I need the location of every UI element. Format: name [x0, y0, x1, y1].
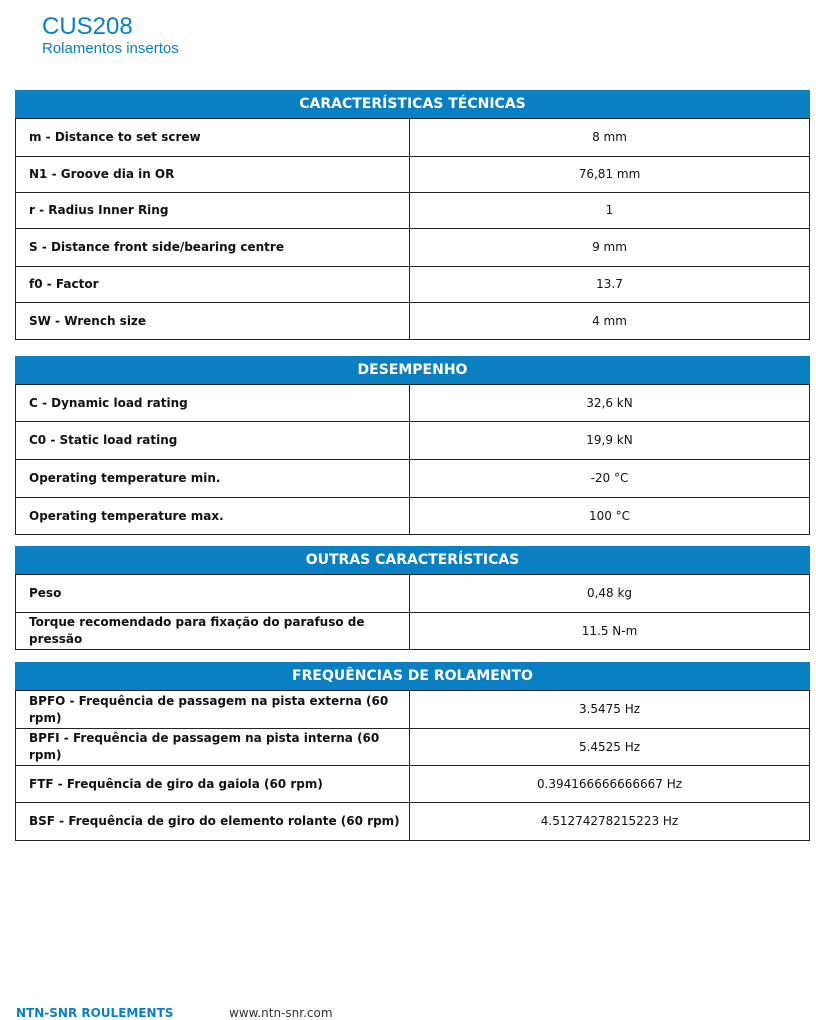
table-row [16, 575, 810, 613]
table-row [16, 385, 810, 422]
row-value: 32,6 kN [410, 385, 810, 422]
row-label: Torque recomendado para fixação do parafuso de pressão [16, 613, 410, 650]
table-row [16, 729, 810, 766]
table-row [16, 766, 810, 803]
row-value: 76,81 mm [410, 157, 810, 193]
row-value: 9 mm [410, 229, 810, 267]
row-value: 100 °C [410, 498, 810, 535]
row-value: 5.4525 Hz [410, 729, 810, 766]
row-label: N1 - Groove dia in OR [16, 157, 410, 193]
section-frequencies [15, 662, 810, 841]
specs-table [15, 384, 810, 535]
row-label: FTF - Frequência de giro da gaiola (60 rpm) [16, 766, 410, 803]
footer-url[interactable]: www.ntn-snr.com [229, 1006, 333, 1020]
section-title: OUTRAS CARACTERÍSTICAS [15, 546, 810, 574]
table-row [16, 267, 810, 303]
row-value: -20 °C [410, 460, 810, 498]
row-value: 8 mm [410, 119, 810, 157]
row-label: r - Radius Inner Ring [16, 193, 410, 229]
row-label: Peso [16, 575, 410, 613]
section-technical [15, 90, 810, 340]
table-row [16, 691, 810, 729]
table-row [16, 119, 810, 157]
product-subtitle: Rolamentos insertos [42, 40, 179, 57]
specs-table [15, 118, 810, 340]
page-footer [16, 1006, 333, 1020]
row-value: 0,48 kg [410, 575, 810, 613]
footer-brand: NTN-SNR ROULEMENTS [16, 1006, 174, 1020]
table-row [16, 193, 810, 229]
row-value: 19,9 kN [410, 422, 810, 460]
row-label: C0 - Static load rating [16, 422, 410, 460]
section-other [15, 546, 810, 650]
table-row [16, 803, 810, 841]
row-value: 0.394166666666667 Hz [410, 766, 810, 803]
table-row [16, 498, 810, 535]
specs-table [15, 690, 810, 841]
table-row [16, 613, 810, 650]
row-label: SW - Wrench size [16, 303, 410, 340]
table-row [16, 422, 810, 460]
table-row [16, 460, 810, 498]
row-label: m - Distance to set screw [16, 119, 410, 157]
page-header [42, 14, 179, 58]
row-label: Operating temperature max. [16, 498, 410, 535]
row-value: 1 [410, 193, 810, 229]
row-label: f0 - Factor [16, 267, 410, 303]
row-label: C - Dynamic load rating [16, 385, 410, 422]
row-label: S - Distance front side/bearing centre [16, 229, 410, 267]
row-label: BPFI - Frequência de passagem na pista interna (60 rpm) [16, 729, 410, 766]
section-title: FREQUÊNCIAS DE ROLAMENTO [15, 662, 810, 690]
product-title: CUS208 [42, 13, 133, 40]
row-label: Operating temperature min. [16, 460, 410, 498]
section-title: DESEMPENHO [15, 356, 810, 384]
table-row [16, 229, 810, 267]
section-performance [15, 356, 810, 535]
row-value: 4 mm [410, 303, 810, 340]
specs-table [15, 574, 810, 650]
row-label: BPFO - Frequência de passagem na pista externa (60 rpm) [16, 691, 410, 729]
row-value: 4.51274278215223 Hz [410, 803, 810, 841]
section-title: CARACTERÍSTICAS TÉCNICAS [15, 90, 810, 118]
row-value: 13.7 [410, 267, 810, 303]
row-value: 11.5 N-m [410, 613, 810, 650]
table-row [16, 157, 810, 193]
row-label: BSF - Frequência de giro do elemento rolante (60 rpm) [16, 803, 410, 841]
row-value: 3.5475 Hz [410, 691, 810, 729]
table-row [16, 303, 810, 340]
